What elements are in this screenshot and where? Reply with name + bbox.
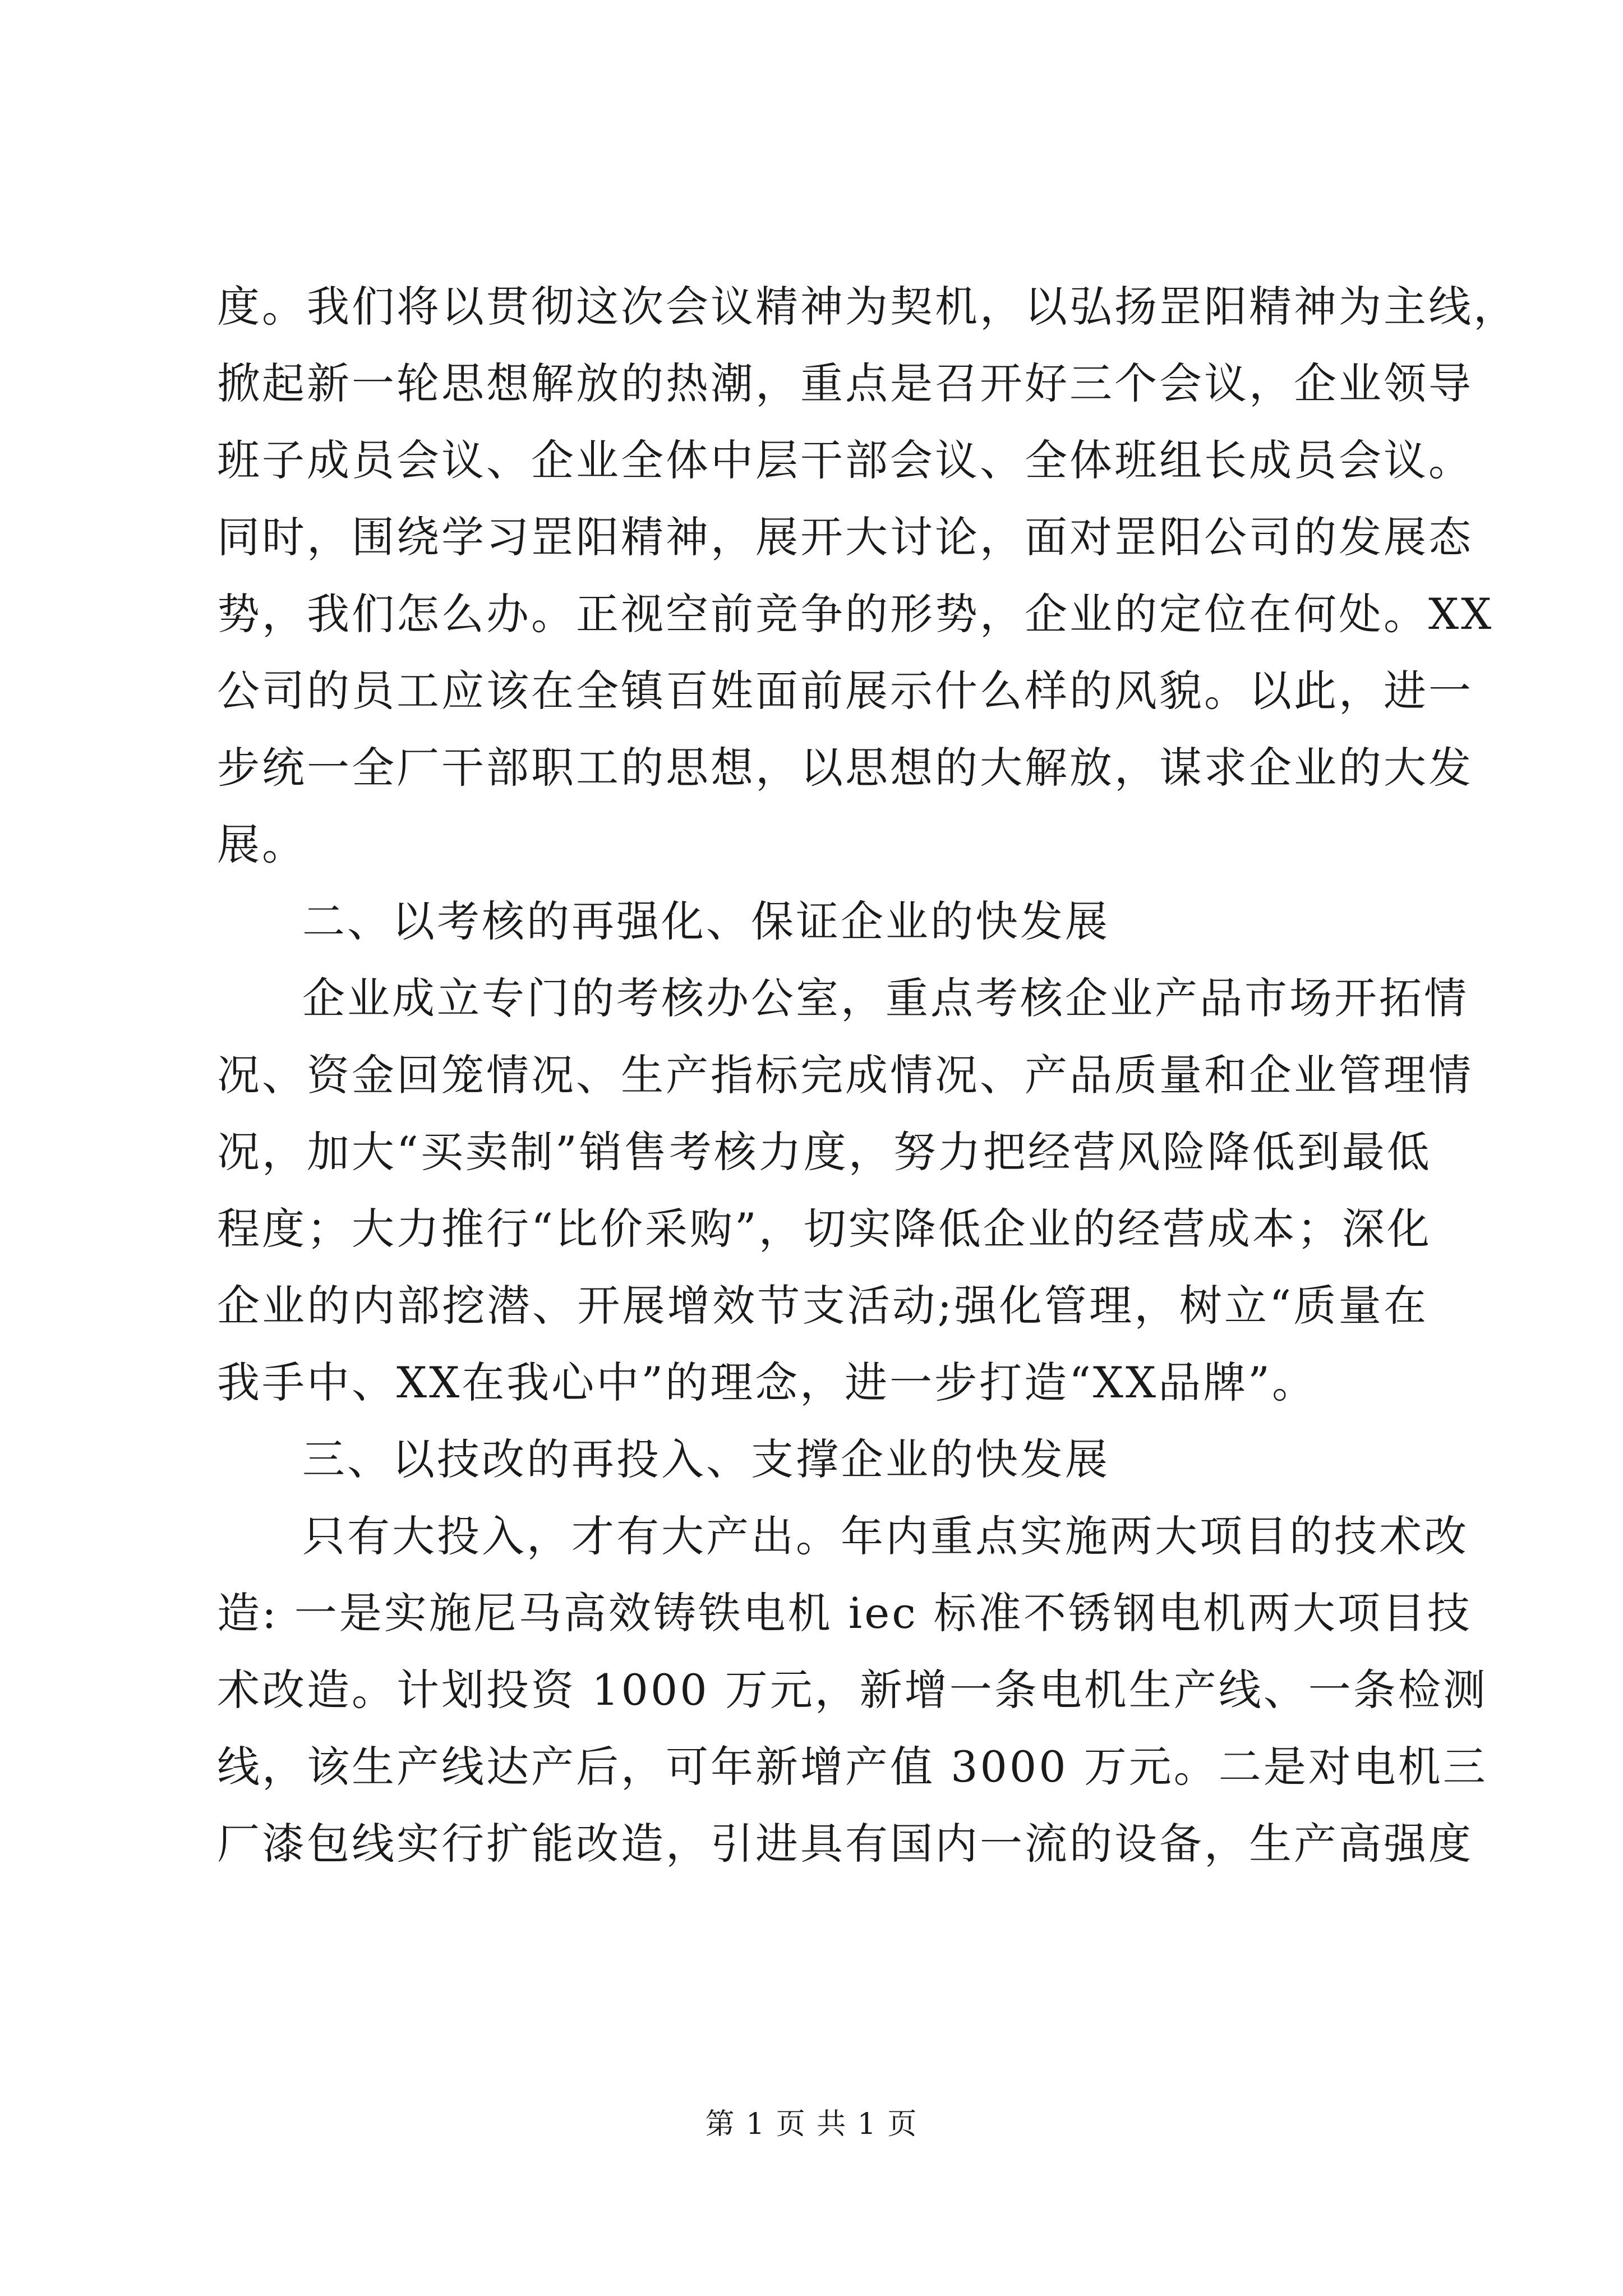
body-line: 度。我们将以贯彻这次会议精神为契机，以弘扬罡阳精神为主线，	[217, 282, 1518, 332]
body-line: 展。	[217, 820, 307, 869]
section-heading: 二、以考核的再强化、保证企业的快发展	[302, 896, 1110, 946]
body-line: 厂漆包线实行扩能改造，引进具有国内一流的设备，生产高强度	[217, 1819, 1473, 1869]
body-line: 势，我们怎么办。正视空前竞争的形势，企业的定位在何处。XX	[217, 589, 1494, 639]
body-line: 公司的员工应该在全镇百姓面前展示什么样的风貌。以此，进一	[217, 666, 1473, 716]
body-line: 程度；大力推行“比价采购”，切实降低企业的经营成本；深化	[217, 1204, 1432, 1254]
body-line: 班子成员会议、企业全体中层干部会议、全体班组长成员会议。	[217, 435, 1473, 485]
section-heading: 三、以技改的再投入、支撑企业的快发展	[302, 1434, 1110, 1484]
body-line: 我手中、XX在我心中”的理念，进一步打造“XX品牌”。	[217, 1358, 1317, 1407]
body-line: 造: 一是实施尼马高效铸铁电机 iec 标准不锈钢电机两大项目技	[217, 1588, 1472, 1638]
body-line: 况、资金回笼情况、生产指标完成情况、产品质量和企业管理情	[217, 1050, 1473, 1100]
body-line: 掀起新一轮思想解放的热潮，重点是召开好三个会议，企业领导	[217, 358, 1473, 408]
body-line: 线，该生产线达产后，可年新增产值 3000 万元。二是对电机三	[217, 1742, 1488, 1792]
page-footer: 第 1 页 共 1 页	[705, 2108, 918, 2141]
body-line: 企业的内部挖潜、开展增效节支活动;强化管理，树立“质量在	[217, 1281, 1428, 1331]
body-line: 术改造。计划投资 1000 万元，新增一条电机生产线、一条检测	[217, 1665, 1488, 1715]
body-line: 况，加大“买卖制”销售考核力度，努力把经营风险降低到最低	[217, 1127, 1432, 1177]
body-line: 步统一全厂干部职工的思想，以思想的大解放，谋求企业的大发	[217, 743, 1473, 793]
body-line: 企业成立专门的考核办公室，重点考核企业产品市场开拓情	[302, 973, 1469, 1023]
body-line: 只有大投入，才有大产出。年内重点实施两大项目的技术改	[302, 1511, 1469, 1561]
document-body	[217, 268, 1518, 1882]
body-line: 同时，围绕学习罡阳精神，展开大讨论，面对罡阳公司的发展态	[217, 512, 1473, 562]
